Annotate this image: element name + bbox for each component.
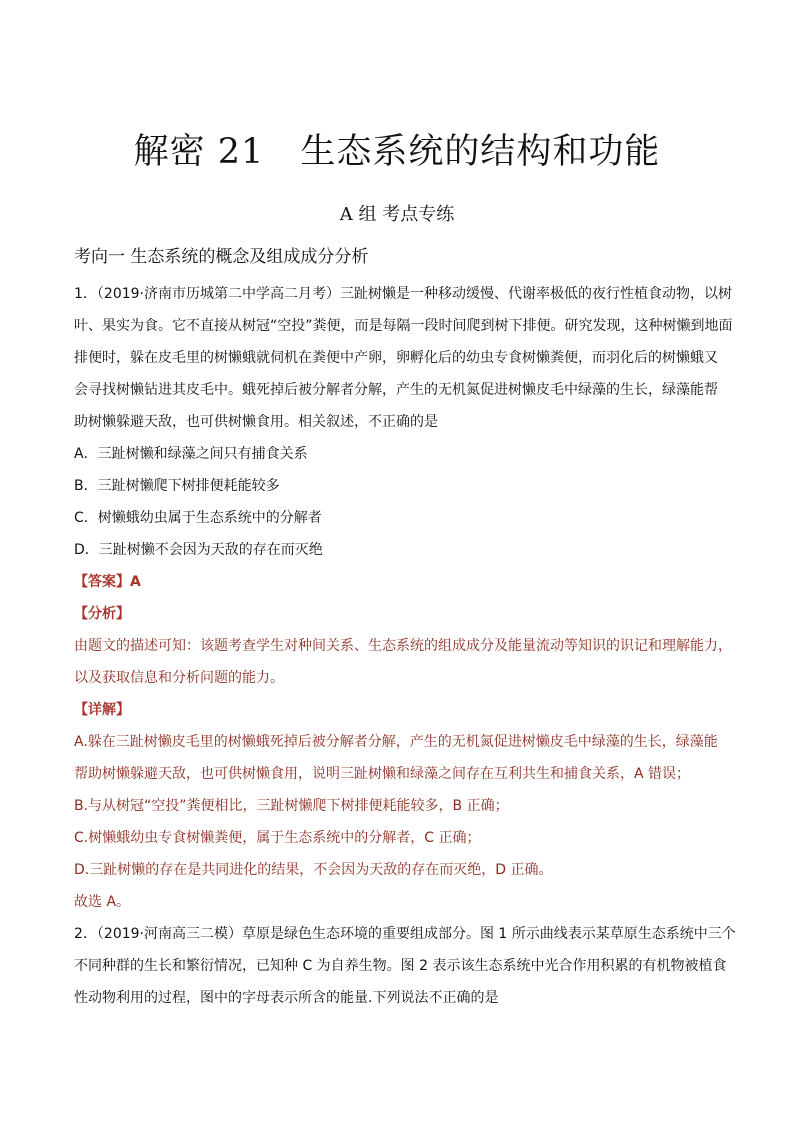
page-title: 解密 21 生态系统的结构和功能	[133, 132, 661, 172]
section-heading: 考向一 生态系统的概念及组成成分分析	[74, 247, 369, 267]
q1-detail-line-4: C.树懒蛾幼虫专食树懒粪便，属于生态系统中的分解者，C 正确；	[74, 830, 481, 846]
q1-line-5: 助树懒躲避天敌，也可供树懒食用。相关叙述，不正确的是	[74, 414, 438, 430]
q1-analysis-line-1: 由题文的描述可知：该题考查学生对种间关系、生态系统的组成成分及能量流动等知识的识记和理解能力，	[74, 638, 732, 654]
q1-option-b: B．三趾树懒爬下树排便耗能较多	[74, 478, 280, 494]
group-subtitle: A 组 考点专练	[339, 204, 455, 225]
q1-line-2: 叶、果实为食。它不直接从树冠“空投”粪便，而是每隔一段时间爬到树下排便。研究发现，这种树懒到地面	[74, 318, 733, 334]
q2-line-3: 性动物利用的过程，图中的字母表示所含的能量.下列说法不正确的是	[74, 990, 499, 1006]
q1-conclusion: 故选 A。	[74, 894, 131, 910]
q1-line-1: 1．（2019·济南市历城第二中学高二月考）三趾树懒是一种移动缓慢、代谢率极低的夜行性植食动物，以树	[74, 286, 732, 302]
q1-analysis-line-2: 以及获取信息和分析问题的能力。	[74, 670, 284, 686]
q1-detail-line-5: D.三趾树懒的存在是共同进化的结果，不会因为天敌的存在而灭绝，D 正确。	[74, 862, 553, 878]
q1-detail-label: 【详解】	[74, 702, 130, 718]
q1-option-a: A．三趾树懒和绿藻之间只有捕食关系	[74, 446, 308, 462]
q1-detail-line-1: A.躲在三趾树懒皮毛里的树懒蛾死掉后被分解者分解，产生的无机氮促进树懒皮毛中绿藻的生长，绿藻能	[74, 734, 718, 750]
q1-option-d: D．三趾树懒不会因为天敌的存在而灭绝	[74, 542, 323, 558]
q1-line-4: 会寻找树懒钻进其皮毛中。蛾死掉后被分解者分解，产生的无机氮促进树懒皮毛中绿藻的生长，绿藻能帮	[74, 382, 718, 398]
q1-answer: 【答案】A	[74, 574, 141, 590]
q2-line-2: 不同种群的生长和繁衍情况，已知种 C 为自养生物。图 2 表示该生态系统中光合作用积累的有机物被植食	[74, 958, 727, 974]
q1-detail-line-2: 帮助树懒躲避天敌，也可供树懒食用，说明三趾树懒和绿藻之间存在互利共生和捕食关系，A 错误；	[74, 766, 691, 782]
q2-line-1: 2．（2019·河南高三二模）草原是绿色生态环境的重要组成部分。图 1 所示曲线表示某草原生态系统中三个	[74, 926, 736, 942]
q1-analysis-label: 【分析】	[74, 606, 130, 622]
q1-line-3: 排便时，躲在皮毛里的树懒蛾就伺机在粪便中产卵，卵孵化后的幼虫专食树懒粪便，而羽化后的树懒蛾又	[74, 350, 718, 366]
q1-option-c: C．树懒蛾幼虫属于生态系统中的分解者	[74, 510, 322, 526]
q1-detail-line-3: B.与从树冠“空投”粪便相比，三趾树懒爬下树排便耗能较多，B 正确；	[74, 798, 509, 814]
